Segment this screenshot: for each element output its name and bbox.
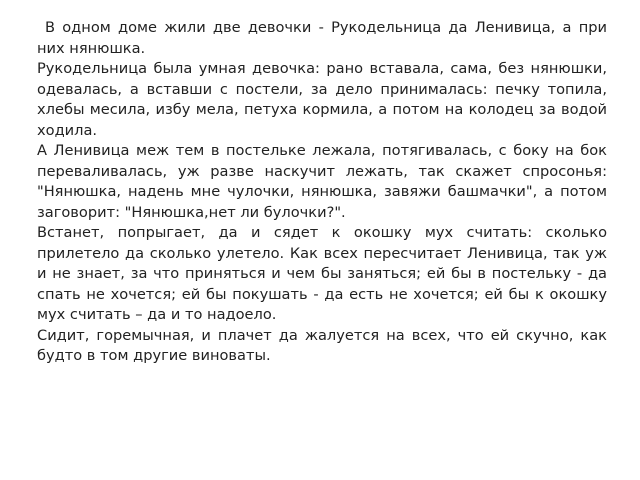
story-text [37,18,607,367]
paragraph-1: В одном доме жили две девочки - Рукодельница да Ленивица, а при них нянюшка. [37,19,607,57]
paragraph-5: Сидит, горемычная, и плачет да жалуется на всех, что ей скучно, как будто в том другие виноваты. [37,326,607,364]
paragraph-2: Рукодельница была умная девочка: рано вставала, сама, без нянюшки, одевалась, а вставши с постели, за дело принималась: печку топила, хлебы месила, избу мела, петуха кормила, а потом на колодец за водой ходила. [37,60,607,139]
paragraph-3: А Ленивица меж тем в постельке лежала, потягивалась, с боку на бок переваливалась, уж разве наскучит лежать, так скажет спросонья: "Нянюшка, надень мне чулочки, нянюшка, завяжи башмачки", а потом заговорит: "Нянюшка,нет ли булочки?". [37,142,607,221]
paragraph-4: Встанет, попрыгает, да и сядет к окошку мух считать: сколько прилетело да сколько улетело. Как всех пересчитает Ленивица, так уж и не знает, за что приняться и чем бы заняться; ей бы в постельку - да спать не хочется; ей бы покушать - да есть не хочется; ей бы к окошку мух считать – да и то надоело. [37,224,607,323]
